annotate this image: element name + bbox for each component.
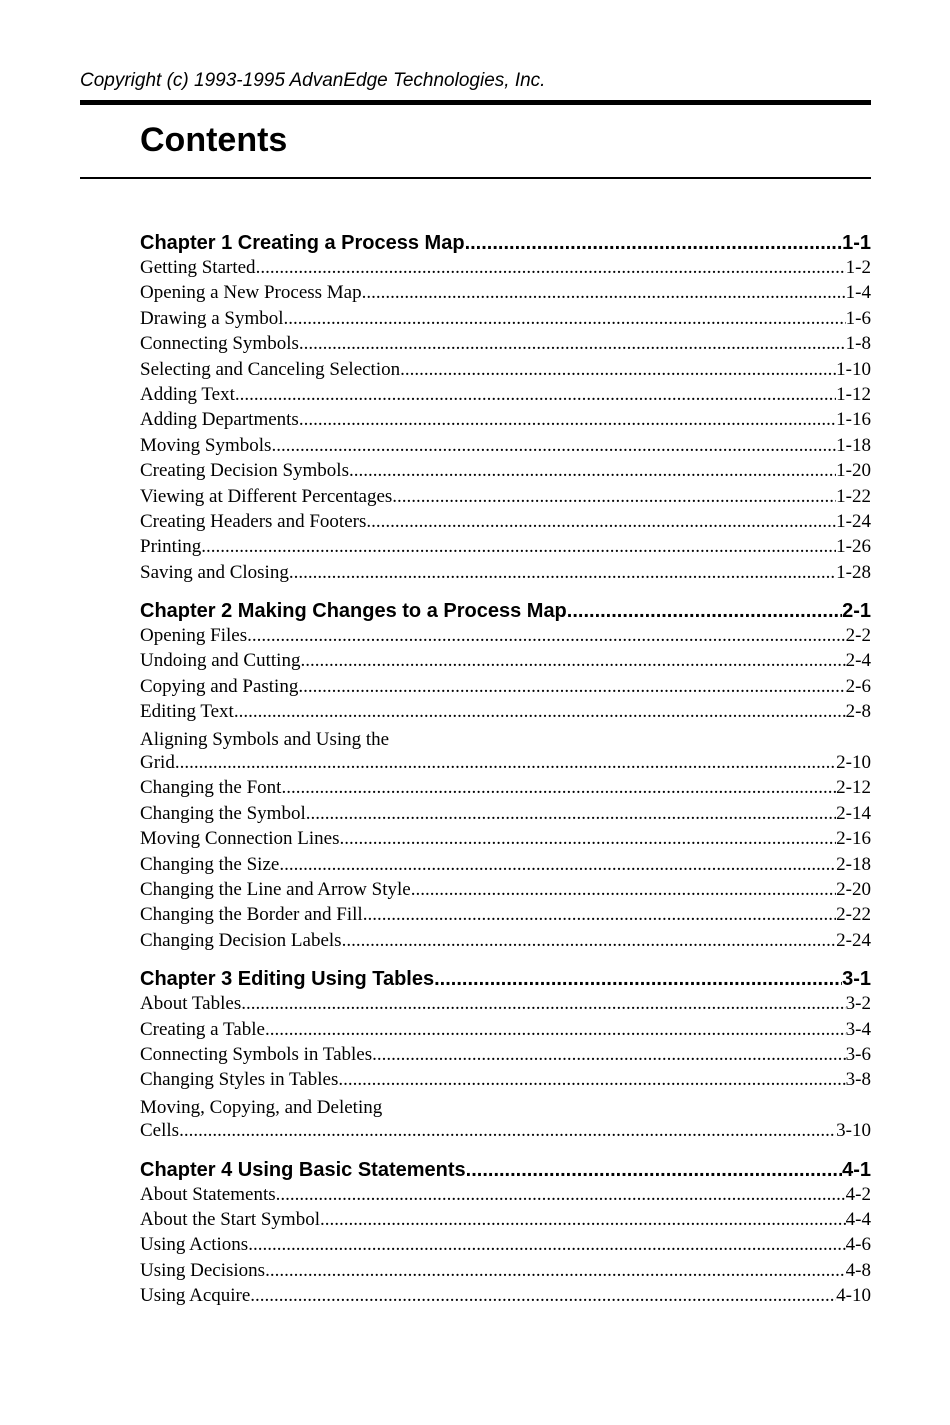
toc-entry[interactable] — [140, 536, 871, 561]
page-number: 3-6 — [845, 1043, 871, 1065]
page-number: 2-10 — [836, 752, 871, 774]
dot-leader — [279, 854, 836, 876]
toc-entry[interactable] — [140, 1019, 871, 1044]
toc-entry[interactable] — [140, 904, 871, 929]
page-number: 1-2 — [845, 257, 871, 278]
title-rule — [80, 177, 871, 179]
dot-leader — [256, 257, 846, 279]
toc-entry[interactable] — [140, 879, 871, 904]
toc-entry[interactable] — [140, 930, 871, 955]
chapter-title: Chapter 3 Editing Using Tables — [140, 968, 435, 991]
dot-leader — [338, 1069, 845, 1091]
entry-title: Drawing a Symbol — [140, 307, 284, 329]
page-number: 3-10 — [836, 1120, 871, 1142]
dot-leader — [400, 359, 836, 381]
entry-title: About the Start Symbol — [140, 1208, 320, 1230]
toc-entry-label-line1[interactable]: Moving, Copying, and Deleting — [140, 1096, 383, 1118]
entry-title: About Tables — [140, 993, 242, 1015]
page-number: 2-22 — [836, 904, 871, 926]
toc-entry[interactable] — [140, 359, 871, 384]
page-number: 1-18 — [836, 434, 871, 456]
toc-entry[interactable] — [140, 1209, 871, 1234]
page-number: 4-8 — [845, 1259, 871, 1281]
dot-leader — [271, 435, 836, 457]
toc-entry[interactable] — [140, 511, 871, 536]
page-number: 4-10 — [836, 1285, 871, 1307]
page-number: 2-24 — [836, 929, 871, 951]
dot-leader — [276, 1184, 846, 1206]
toc-entry[interactable] — [140, 333, 871, 358]
dot-leader — [567, 600, 842, 623]
toc-entry[interactable] — [140, 701, 871, 726]
entry-title: Changing the Font — [140, 777, 282, 799]
toc-entry[interactable] — [140, 625, 871, 650]
page-number: 1-24 — [836, 510, 871, 532]
toc-entry[interactable] — [140, 460, 871, 485]
entry-title: Cells — [140, 1120, 180, 1142]
page-number: 2-16 — [836, 828, 871, 850]
entry-title: Opening Files — [140, 625, 248, 647]
dot-leader — [241, 993, 845, 1015]
dot-leader — [298, 676, 845, 698]
dot-leader — [362, 282, 846, 304]
toc-entry[interactable] — [140, 486, 871, 511]
page-number: 2-12 — [836, 777, 871, 799]
dot-leader — [265, 1260, 846, 1282]
dot-leader — [281, 777, 836, 799]
toc-entry[interactable] — [140, 1069, 871, 1094]
entry-title: About Statements — [140, 1183, 276, 1205]
dot-leader — [175, 752, 836, 774]
page-title: Contents — [140, 121, 288, 159]
toc-entry[interactable] — [140, 752, 871, 777]
toc-entry[interactable] — [140, 257, 871, 282]
entry-title: Creating Headers and Footers — [140, 510, 367, 532]
toc-entry[interactable] — [140, 308, 871, 333]
dot-leader — [320, 1209, 846, 1231]
entry-title: Undoing and Cutting — [140, 650, 301, 672]
page-number: 1-10 — [836, 358, 871, 380]
page-number: 1-1 — [842, 232, 871, 254]
toc-entry[interactable] — [140, 409, 871, 434]
dot-leader — [342, 930, 837, 952]
chapter-title: Chapter 4 Using Basic Statements — [140, 1158, 466, 1181]
page-number: 2-14 — [836, 802, 871, 824]
page-number: 1-28 — [836, 561, 871, 583]
dot-leader — [179, 1120, 836, 1142]
entry-title: Saving and Closing — [140, 561, 289, 583]
dot-leader — [392, 486, 836, 508]
dot-leader — [235, 384, 836, 406]
dot-leader — [299, 333, 846, 355]
page-number: 1-4 — [845, 282, 871, 304]
toc-entry[interactable] — [140, 1234, 871, 1259]
dot-leader — [201, 536, 836, 558]
entry-title: Changing Decision Labels — [140, 929, 342, 951]
entry-title: Moving Symbols — [140, 434, 272, 456]
toc-entry[interactable] — [140, 384, 871, 409]
entry-title: Connecting Symbols in Tables — [140, 1043, 373, 1065]
page-number: 4-2 — [845, 1183, 871, 1205]
page-number: 3-8 — [845, 1069, 871, 1091]
entry-title: Changing the Line and Arrow Style — [140, 878, 411, 900]
toc-entry[interactable] — [140, 803, 871, 828]
header-rule — [80, 100, 871, 105]
page-number: 1-12 — [836, 383, 871, 405]
toc-entry[interactable] — [140, 1044, 871, 1069]
entry-title: Adding Departments — [140, 409, 299, 431]
entry-title: Changing Styles in Tables — [140, 1069, 339, 1091]
dot-leader — [250, 1285, 836, 1307]
page-number: 3-2 — [845, 993, 871, 1015]
page-number: 4-6 — [845, 1234, 871, 1256]
dot-leader — [339, 828, 836, 850]
entry-title: Copying and Pasting — [140, 675, 299, 697]
dot-leader — [434, 968, 842, 991]
entry-title: Printing — [140, 536, 202, 558]
toc-entry[interactable] — [140, 854, 871, 879]
dot-leader — [284, 308, 846, 330]
toc-entry[interactable] — [140, 993, 871, 1018]
entry-title: Changing the Border and Fill — [140, 904, 363, 926]
toc-entry[interactable] — [140, 828, 871, 853]
dot-leader — [306, 803, 836, 825]
toc-chapter-2[interactable] — [140, 600, 871, 625]
page-number: 4-1 — [842, 1158, 871, 1181]
entry-title: Adding Text — [140, 383, 235, 405]
toc-chapter-3[interactable] — [140, 968, 871, 993]
dot-leader — [466, 1159, 842, 1182]
page-number: 2-18 — [836, 853, 871, 875]
dot-leader — [234, 701, 846, 723]
toc-entry[interactable] — [140, 676, 871, 701]
entry-title: Moving Connection Lines — [140, 828, 340, 850]
dot-leader — [248, 1234, 845, 1256]
entry-title: Creating a Table — [140, 1018, 265, 1040]
toc-entry[interactable] — [140, 650, 871, 675]
entry-title: Getting Started — [140, 257, 256, 278]
toc-chapter-4[interactable] — [140, 1159, 871, 1184]
copyright-notice: Copyright (c) 1993-1995 AdvanEdge Technologies, Inc. — [80, 70, 546, 91]
chapter-title: Chapter 2 Making Changes to a Process Map — [140, 600, 567, 623]
page-number: 2-2 — [845, 625, 871, 647]
dot-leader — [366, 511, 836, 533]
entry-title: Viewing at Different Percentages — [140, 485, 393, 507]
entry-title: Changing the Symbol — [140, 802, 306, 824]
entry-title: Using Acquire — [140, 1285, 251, 1307]
table-of-contents — [140, 232, 871, 1310]
dot-leader — [299, 409, 836, 431]
chapter-title: Chapter 1 Creating a Process Map — [140, 232, 465, 254]
entry-title: Creating Decision Symbols — [140, 460, 349, 482]
toc-entry[interactable] — [140, 1184, 871, 1209]
page-number: 1-20 — [836, 460, 871, 482]
entry-title: Selecting and Canceling Selection — [140, 358, 401, 380]
page-number: 2-4 — [845, 650, 871, 672]
page-number: 3-4 — [845, 1018, 871, 1040]
page-number: 1-6 — [845, 307, 871, 329]
entry-title: Using Decisions — [140, 1259, 266, 1281]
toc-entry[interactable] — [140, 1285, 871, 1310]
dot-leader — [372, 1044, 846, 1066]
page-number: 1-16 — [836, 409, 871, 431]
dot-leader — [411, 879, 836, 901]
page-number: 2-6 — [845, 675, 871, 697]
toc-entry[interactable] — [140, 562, 871, 587]
toc-entry[interactable] — [140, 1260, 871, 1285]
page-number: 1-22 — [836, 485, 871, 507]
page-number: 2-20 — [836, 878, 871, 900]
dot-leader — [247, 625, 846, 647]
toc-entry[interactable] — [140, 1120, 871, 1145]
toc-entry[interactable] — [140, 435, 871, 460]
page-number: 1-8 — [845, 333, 871, 355]
toc-entry[interactable] — [140, 777, 871, 802]
toc-entry[interactable] — [140, 282, 871, 307]
page-number: 4-4 — [845, 1208, 871, 1230]
entry-title: Changing the Size — [140, 853, 280, 875]
toc-chapter-1[interactable] — [140, 232, 871, 257]
page-number: 2-8 — [845, 701, 871, 723]
entry-title: Editing Text — [140, 701, 234, 723]
page-number: 3-1 — [842, 968, 871, 991]
entry-title: Grid — [140, 752, 175, 774]
entry-title: Connecting Symbols — [140, 333, 299, 355]
entry-title: Using Actions — [140, 1234, 249, 1256]
dot-leader — [349, 460, 836, 482]
dot-leader — [300, 650, 845, 672]
toc-entry-label-line1[interactable]: Aligning Symbols and Using the — [140, 728, 390, 750]
page-number: 1-26 — [836, 536, 871, 558]
entry-title: Opening a New Process Map — [140, 282, 362, 304]
page-number: 2-1 — [842, 600, 871, 623]
dot-leader — [465, 232, 843, 255]
dot-leader — [265, 1019, 846, 1041]
dot-leader — [363, 904, 836, 926]
dot-leader — [289, 562, 836, 584]
